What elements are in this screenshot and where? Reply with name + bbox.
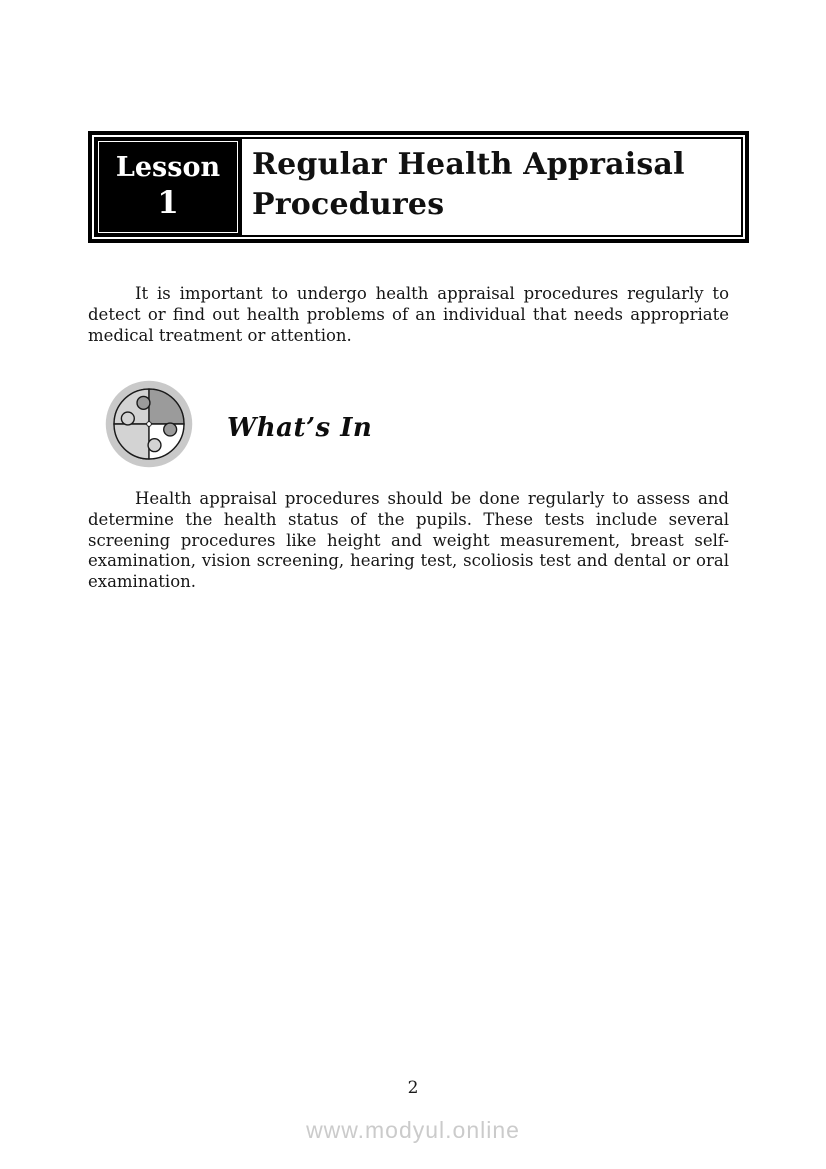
whats-in-section-header bbox=[103, 378, 372, 470]
lesson-number: 1 bbox=[157, 184, 179, 221]
lesson-header-box bbox=[88, 131, 749, 243]
watermark-text: www.modyul.online bbox=[306, 1117, 520, 1143]
lesson-title: Regular Health Appraisal Procedures bbox=[252, 147, 685, 222]
lesson-header-row bbox=[94, 137, 743, 237]
intro-paragraph: It is important to undergo health appraisal procedures regularly to detect or find out health problems of an individual that needs appropriate medical treatment or attention. bbox=[88, 284, 729, 345]
whats-in-heading: What’s In bbox=[227, 413, 373, 443]
puzzle-icon bbox=[103, 378, 195, 470]
lesson-title-cell bbox=[240, 139, 741, 235]
page-number: 2 bbox=[407, 1078, 419, 1098]
lesson-number-cell bbox=[96, 139, 240, 235]
whats-in-paragraph: Health appraisal procedures should be done regularly to assess and determine the health status of the pupils. These tests include several screening procedures like height and weight measurement, breast self-examination, vision screening, hearing test, scoliosis test and dental or oral examination. bbox=[88, 489, 729, 592]
lesson-label: Lesson bbox=[115, 152, 221, 184]
